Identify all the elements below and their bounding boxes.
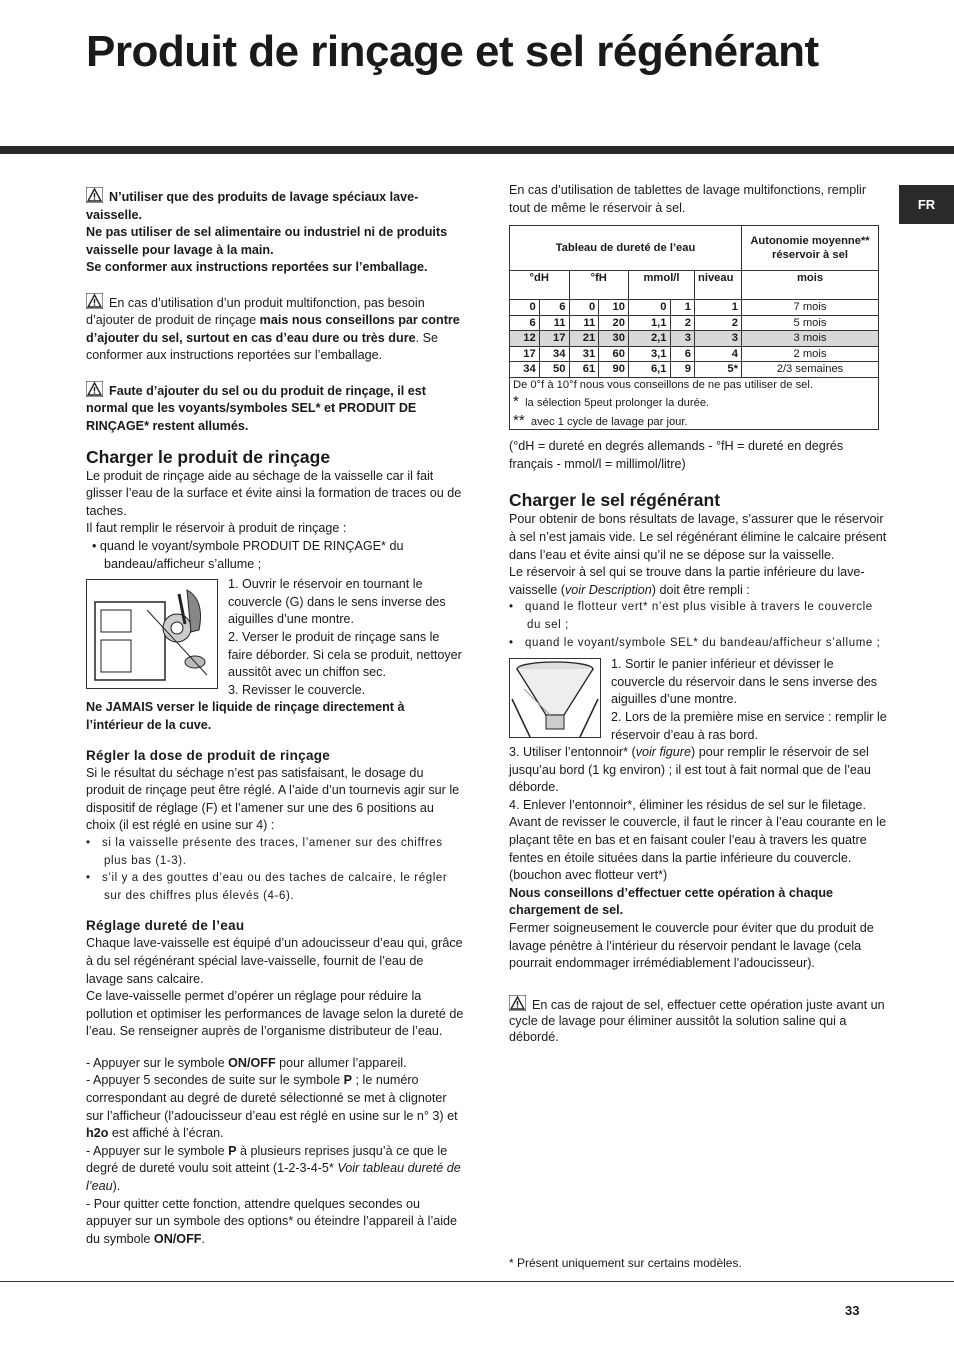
hardness-step-4: - Pour quitter cette fonction, attendre quelques secondes ou appuyer sur un symbole des options* ou éteindre l’appareil à l’aide du symbole ON/OFF. bbox=[86, 1196, 458, 1246]
warning-icon bbox=[86, 381, 103, 397]
col-dh: °dH bbox=[510, 271, 570, 300]
salt-step-3: 3. Utiliser l’entonnoir* (voir figure) pour remplir le réservoir de sel jusqu’au bord (1 kg environ) ; il est tout à fait normal que de l’eau déborde. bbox=[509, 745, 871, 795]
page-title: Produit de rinçage et sel régénérant bbox=[86, 27, 819, 76]
units-legend: (°dH = dureté en degrés allemands - °fH = dureté en degrés français - mmol/l = millimol/litre) bbox=[509, 439, 844, 471]
table-note-3: ** avec 1 cycle de lavage par jour. bbox=[513, 411, 688, 429]
warning-icon bbox=[509, 995, 526, 1011]
salt-step-1: 1. Sortir le panier inférieur et dévisser le couvercle du réservoir dans le sens inverse des aiguilles d’une montre. bbox=[611, 657, 877, 707]
table-note-1: De 0°f à 10°f nous vous conseillons de ne pas utiliser de sel. bbox=[513, 378, 813, 391]
rinse-step-3: 3. Revisser le couvercle. bbox=[228, 682, 366, 697]
rinse-step-2: 2. Verser le produit de rinçage sans le faire déborder. Si cela se produit, nettoyer aussitôt avec un chiffon sec. bbox=[228, 630, 462, 680]
salt-funnel-figure bbox=[509, 658, 601, 738]
top-rule bbox=[0, 146, 954, 154]
table-row-default: 12 17 21 30 2,1 3 3 3 mois bbox=[510, 331, 879, 347]
rinse-bullet: • quand le voyant/symbole PRODUIT DE RINÇAGE* du bandeau/afficheur s’allume ; bbox=[92, 539, 404, 571]
hardness-paragraph-1: Chaque lave-vaisselle est équipé d’un adoucisseur d’eau qui, grâce à du sel régénérant spécial lave-vaisselle, fournit de l’eau de lavage sans calcaire. bbox=[86, 936, 463, 986]
dose-heading: Régler la dose de produit de rinçage bbox=[86, 747, 331, 763]
table-row: 0 6 0 10 0 1 1 7 mois bbox=[510, 300, 879, 316]
salt-bullet-2: • quand le voyant/symbole SEL* du bandeau/afficheur s’allume ; bbox=[509, 636, 881, 649]
salt-step-2: 2. Lors de la première mise en service : remplir le réservoir d’eau à ras bord. bbox=[611, 709, 887, 742]
page-number: 33 bbox=[845, 1303, 860, 1318]
rinse-heading: Charger le produit de rinçage bbox=[86, 446, 331, 467]
salt-warning: En cas de rajout de sel, effectuer cette opération juste avant un cycle de lavage pour éliminer aussitôt la solution saline qui a débordé. bbox=[509, 995, 887, 1045]
warning-2-text-c: . Se conformer aux instructions reportées sur l’emballage. bbox=[86, 330, 439, 363]
col-level: niveau bbox=[695, 271, 742, 300]
hardness-step-3: - Appuyer sur le symbole P à plusieurs reprises jusqu’à ce que le degré de dureté voulu soit atteint (1-2-3-4-5* Voir tableau dureté de l’eau). bbox=[86, 1143, 461, 1194]
rinse-dispenser-illustration bbox=[87, 580, 217, 688]
warning-1-line-3: Se conformer aux instructions reportées sur l’emballage. bbox=[86, 260, 428, 274]
salt-paragraph-1: Pour obtenir de bons résultats de lavage, s’assurer que le réservoir à sel n’est jamais vide. Le sel régénérant élimine le calcaire présent dans l’eau et évite ainsi qu’il ne se dépose sur la vaisselle. bbox=[509, 512, 887, 562]
rinse-aid-figure bbox=[86, 579, 218, 689]
language-tab: FR bbox=[899, 185, 954, 224]
table-header-hardness: Tableau de dureté de l’eau bbox=[510, 226, 742, 271]
left-column bbox=[86, 187, 464, 1248]
water-hardness-table bbox=[509, 225, 879, 430]
rinse-never-warning: Ne JAMAIS verser le liquide de rinçage directement à l’intérieur de la cuve. bbox=[86, 700, 405, 732]
warning-1-line-2: Ne pas utiliser de sel alimentaire ou industriel ni de produits vaisselle pour lavage à la main. bbox=[86, 225, 448, 257]
salt-advice: Nous conseillons d’effectuer cette opération à chaque chargement de sel. bbox=[509, 885, 834, 918]
hardness-step-1: - Appuyer sur le symbole ON/OFF pour allumer l’appareil. bbox=[86, 1055, 407, 1070]
table-note-2: * la sélection 5peut prolonger la durée. bbox=[513, 393, 710, 411]
warning-block-3 bbox=[86, 381, 464, 436]
table-row: 34 50 61 90 6,1 9 5* 2/3 semaines bbox=[510, 362, 879, 378]
table-header-autonomy: Autonomie moyenne** réservoir à sel bbox=[742, 226, 879, 271]
dose-paragraph: Si le résultat du séchage n’est pas satisfaisant, le dosage du produit de rinçage peut être réglé. A l’aide d’un tournevis agir sur le dispositif de réglage (F) et l’amener sur une des 6 positions au choix (il est réglé en usine sur 4) : bbox=[86, 765, 460, 833]
col-fh: °fH bbox=[569, 271, 629, 300]
warning-block-1 bbox=[86, 187, 464, 277]
rinse-paragraph-2: Il faut remplir le réservoir à produit de rinçage : bbox=[86, 521, 347, 536]
salt-bullet-1: • quand le flotteur vert* n’est plus visible à travers le couvercle du sel ; bbox=[509, 601, 873, 631]
rinse-step-1: 1. Ouvrir le réservoir en tournant le couvercle (G) dans le sens inverse des aiguilles d’une montre. bbox=[228, 577, 446, 627]
warning-1-line-1: N’utiliser que des produits de lavage spéciaux lave-vaisselle. bbox=[86, 190, 419, 222]
bottom-rule bbox=[0, 1281, 954, 1282]
funnel-illustration bbox=[510, 659, 600, 737]
hardness-heading: Réglage dureté de l’eau bbox=[86, 918, 245, 934]
table-notes bbox=[510, 377, 879, 430]
table-row: 6 11 11 20 1,1 2 2 5 mois bbox=[510, 315, 879, 331]
salt-paragraph-2: Le réservoir à sel qui se trouve dans la partie inférieure du lave-vaisselle (voir Description) doit être rempli : bbox=[509, 565, 865, 597]
salt-close: Fermer soigneusement le couvercle pour éviter que du produit de lavage pénètre à l’intérieur du réservoir pendant le lavage (cela pourrait endommager irrémédiablement l’adoucisseur). bbox=[509, 921, 874, 971]
footnote: * Présent uniquement sur certains modèles. bbox=[509, 1256, 742, 1270]
warning-icon bbox=[86, 293, 103, 309]
warning-3-text: Faute d’ajouter du sel ou du produit de rinçage, il est normal que les voyants/symboles SEL* et PRODUIT DE RINÇAGE* restent allumés. bbox=[86, 383, 426, 434]
right-column bbox=[509, 182, 887, 1045]
warning-icon bbox=[86, 187, 103, 203]
warning-2-text-a: En cas d’utilisation d’un produit multifonction, pas besoin d’ajouter de produit de rinçage bbox=[86, 295, 425, 328]
table-row: 17 34 31 60 3,1 6 4 2 mois bbox=[510, 346, 879, 362]
rinse-paragraph-1: Le produit de rinçage aide au séchage de la vaisselle car il fait glisser l’eau de la surface et évite ainsi la formation de traces ou de taches. bbox=[86, 468, 462, 518]
tablets-intro: En cas d’utilisation de tablettes de lavage multifonctions, remplir tout de même le réservoir à sel. bbox=[509, 183, 867, 215]
salt-heading: Charger le sel régénérant bbox=[509, 490, 721, 511]
col-mmol: mmol/l bbox=[629, 271, 695, 300]
salt-step-4: 4. Enlever l’entonnoir*, éliminer les résidus de sel sur le filetage. Avant de revisser le couvercle, il faut le rincer à l’eau courante en le plaçant tête en bas et en faisant couler l’eau à travers les quatre fentes en étoile situées dans la partie inférieure du couvercle. (bouchon avec flotteur vert*) bbox=[509, 797, 887, 883]
hardness-step-2: - Appuyer 5 secondes de suite sur le symbole P ; le numéro correspondant au degré de dureté sélectionné se met à clignoter sur l’afficheur (l’adoucisseur d’eau est réglé en usine sur le n° 3) et h2o est affiché à l’écran. bbox=[86, 1073, 458, 1141]
dose-bullet-2: • s’il y a des gouttes d’eau ou des taches de calcaire, le régler sur des chiffres plus élevés (4-6). bbox=[86, 872, 448, 902]
warning-2-text-b: mais nous conseillons par contre d’ajouter du sel, surtout en cas d’eau dure ou très dure bbox=[86, 313, 460, 345]
col-months: mois bbox=[742, 271, 879, 300]
warning-block-2 bbox=[86, 293, 464, 365]
hardness-paragraph-2: Ce lave-vaisselle permet d’opérer un réglage pour réduire la pollution et optimiser les performances de lavage selon la dureté de l’eau. Se renseigner auprès de l’organisme distributeur de l’eau. bbox=[86, 989, 464, 1039]
dose-bullet-1: • si la vaisselle présente des traces, l’amener sur des chiffres plus bas (1-3). bbox=[86, 836, 443, 867]
